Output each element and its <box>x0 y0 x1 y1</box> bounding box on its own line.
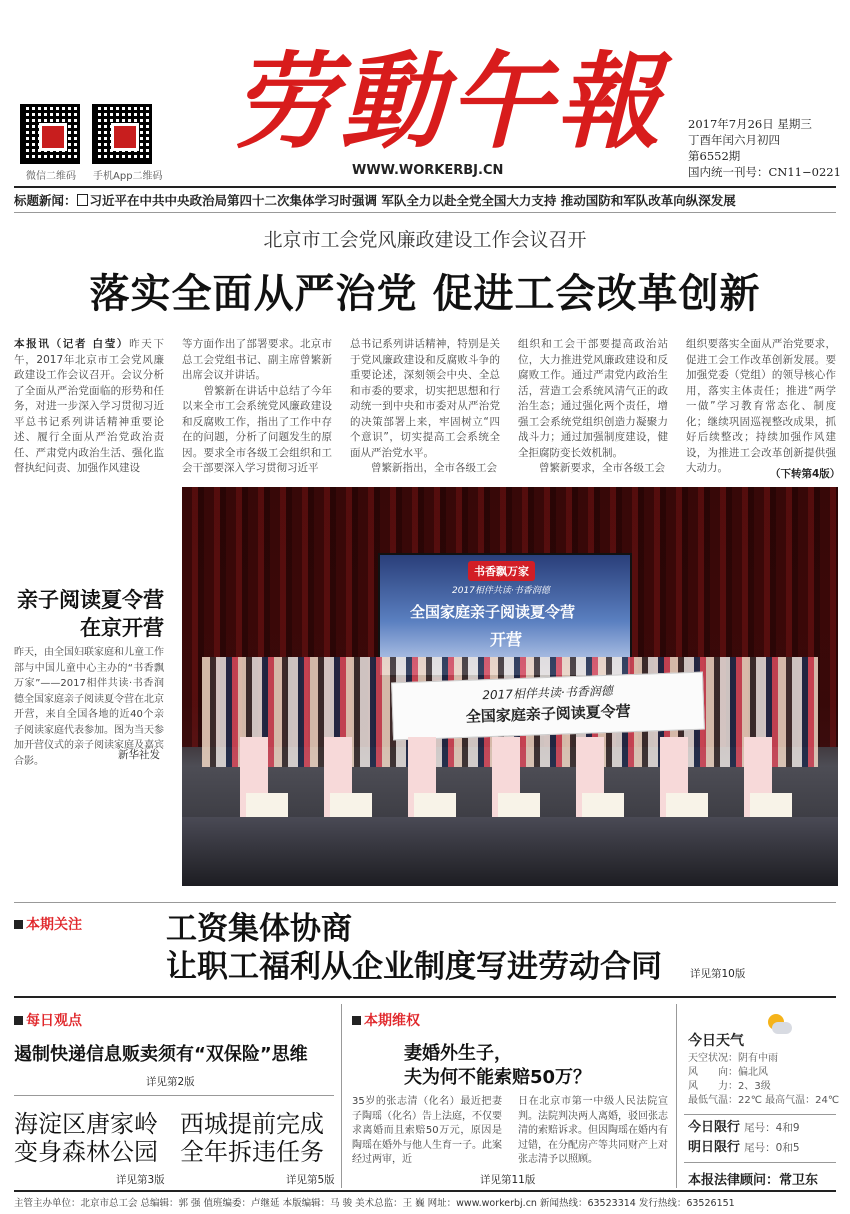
opinion-tag: 每日观点 <box>14 1010 82 1030</box>
rights-see[interactable]: 详见第11版 <box>480 1174 536 1186</box>
wechat-qr-code <box>20 104 80 164</box>
focus-tag: 本期关注 <box>14 914 82 934</box>
cloudy-sun-icon <box>762 1014 792 1038</box>
photo-banner: 2017相伴共读·书香润德 全国家庭亲子阅读夏令营 <box>391 672 705 741</box>
header-rule <box>14 186 836 188</box>
screen-subtitle: 2017相伴共读·书香润德 <box>452 586 550 596</box>
photo-credit: 新华社发 <box>118 749 160 761</box>
continued-note[interactable]: （下转第4版） <box>770 468 841 480</box>
reading-lamps <box>212 793 808 819</box>
story-tangjialing[interactable]: 海淀区唐家岭 变身森林公园 <box>14 1110 158 1166</box>
footer-info: 主管主办单位：北京市总工会 总编辑：郭 强 值班编委：卢继延 本版编辑：马 骏 美术总监：王 巍 网址：www.workerbj.cn 新闻热线：63523314 发行热线：63526151 <box>14 1198 735 1209</box>
app-qr-label: 手机App二维码 <box>93 171 163 182</box>
footer-rule <box>14 1190 836 1192</box>
legal-advisor: 本报法律顾问：常卫东 <box>688 1173 819 1188</box>
rights-title[interactable]: 妻婚外生子， 夫为何不能索赔50万？ <box>404 1043 592 1088</box>
rule <box>14 996 836 998</box>
cn-number: 国内统一刊号：CN11−0221 <box>688 165 841 179</box>
rule <box>14 902 836 903</box>
screen-logo: 书香飘万家 <box>468 561 535 581</box>
headline-bar <box>14 191 736 209</box>
byline: 本报讯（记者 白莹） <box>14 338 130 350</box>
rule <box>684 1162 836 1163</box>
headline-bar-label: 标题新闻： <box>14 193 77 208</box>
lead-title: 落实全面从严治党 促进工会改革创新 <box>89 271 761 317</box>
story-xicheng[interactable]: 西城提前完成 全年拆违任务 <box>180 1110 324 1166</box>
rights-col-2: 日在北京市第一中级人民法院宣判。法院判决两人离婚，驳回张志清的索赔诉求。但因陶瑶在婚内有过错，在分配房产等共同财产上对张志清予以照顾。 <box>518 1096 668 1165</box>
screen-title: 全国家庭亲子阅读夏令营 <box>410 603 576 621</box>
weather-details: 天空状况：阴有中雨 风 向：偏北风 风 力：2、3级 最低气温：22℃ 最高气温：24℃ <box>688 1053 840 1106</box>
wechat-qr-label: 微信二维码 <box>26 171 76 182</box>
lead-column-5: 组织要落实全面从严治党要求，促进工会工作改革创新发展。要加强党委（党组）的领导核心作用，落实主体责任；推进“两学一做”学习教育常态化、制度化；继续巩固巡视整改成果，抓好后续整改；持续加强作风建设，为推进工会改革创新提供强大动力。 <box>686 338 836 474</box>
lead-kicker: 北京市工会党风廉政建设工作会议召开 <box>263 229 587 251</box>
website[interactable]: WWW.WORKERBJ.CN <box>352 163 504 178</box>
rule <box>14 212 836 213</box>
opinion-see[interactable]: 详见第2版 <box>146 1076 195 1088</box>
date: 2017年7月26日 星期三 <box>688 117 812 131</box>
lead-column-4: 组织和工会干部要提高政治站位，大力推进党风廉政建设和反腐败工作。通过严肃党内政治生活，营造工会系统风清气正的政治生态；通过强化两个责任，增强工会系统党组织创造力凝聚力战斗力；通过加强制度建设，健全拒腐防变长效机制。 曾繁新要求，全市各级工会 <box>518 338 668 474</box>
headline-bar-text[interactable]: 习近平在中共中央政治局第四十二次集体学习时强调 军队全力以赴全党全国大力支持 推动国防和军队改革向纵深发展 <box>89 193 736 208</box>
rights-col-1: 35岁的张志清（化名）最近把妻子陶瑶（化名）告上法庭，不仅要求离婚而且索赔50万元，原因是陶瑶在婚外与他人生育一子。此案经过两审，近 <box>352 1096 502 1165</box>
rule <box>14 1095 334 1096</box>
stage-floor <box>182 817 838 886</box>
focus-see[interactable]: 详见第10版 <box>690 968 746 980</box>
feature-photo <box>182 487 838 886</box>
opinion-title[interactable]: 遏制快递信息贩卖须有“双保险”思维 <box>14 1044 308 1065</box>
checkbox-icon <box>77 194 88 206</box>
masthead-logo: 劳動午報 <box>232 40 665 163</box>
issue-number: 第6552期 <box>688 149 741 163</box>
lead-column-1: 本报讯（记者 白莹）昨天下午，2017年北京市工会党风廉政建设工作会议召开。会议分析了全面从严治党面临的形势和任务，对进一步深入学习贯彻习近平总书记系列讲话精神重要论述、履行全面从严治党政治责任、严肃党内政治生活、强化监督执纪问责、加强作风建设 <box>14 338 164 474</box>
feature-body: 昨天，由全国妇联家庭和儿童工作部与中国儿童中心主办的“书香飘万家”——2017相伴共读·书香润德全国家庭亲子阅读夏令营在北京开营，来自全国各地的近40个亲子阅读家庭代表参加。图为当天参加开营仪式的亲子阅读家庭及嘉宾合影。 <box>14 647 164 767</box>
screen-opening: 开营 <box>490 630 523 649</box>
weather-title: 今日天气 <box>688 1033 744 1049</box>
app-qr-code <box>92 104 152 164</box>
rights-tag: 本期维权 <box>352 1010 420 1030</box>
lead-column-2: 等方面作出了部署要求。北京市总工会党组书记、副主席曾繁新出席会议并讲话。 曾繁新在讲话中总结了今年以来全市工会系统党风廉政建设和反腐败工作，指出了工作中存在的问题，分析了问题发生的原因。要求全市各级工会组织和工会干部要深入学习贯彻习近平 <box>182 338 332 474</box>
lead-column-3: 总书记系列讲话精神，特别是关于党风廉政建设和反腐败斗争的重要论述，深刻领会中央、全总和市委的要求，切实把思想和行动统一到中央和市委对从严治党的决策部署上来，牢固树立“四个意识”，切实提高工会系统全面从严治党水平。 曾繁新指出，全市各级工会 <box>350 338 500 474</box>
date-block <box>688 116 841 180</box>
story-xicheng-see[interactable]: 详见第5版 <box>286 1174 335 1186</box>
traffic-limits: 今日限行 尾号：4和9 明日限行 尾号：0和5 <box>688 1120 800 1155</box>
divider <box>676 1004 677 1188</box>
divider <box>341 1004 342 1188</box>
focus-headline[interactable]: 工资集体协商 让职工福利从企业制度写进劳动合同 <box>166 911 662 985</box>
feature-title: 亲子阅读夏令营 在京开营 <box>17 588 164 640</box>
lunar-date: 丁酉年闰六月初四 <box>688 133 780 147</box>
rule <box>684 1114 836 1115</box>
story-tangjialing-see[interactable]: 详见第3版 <box>116 1174 165 1186</box>
